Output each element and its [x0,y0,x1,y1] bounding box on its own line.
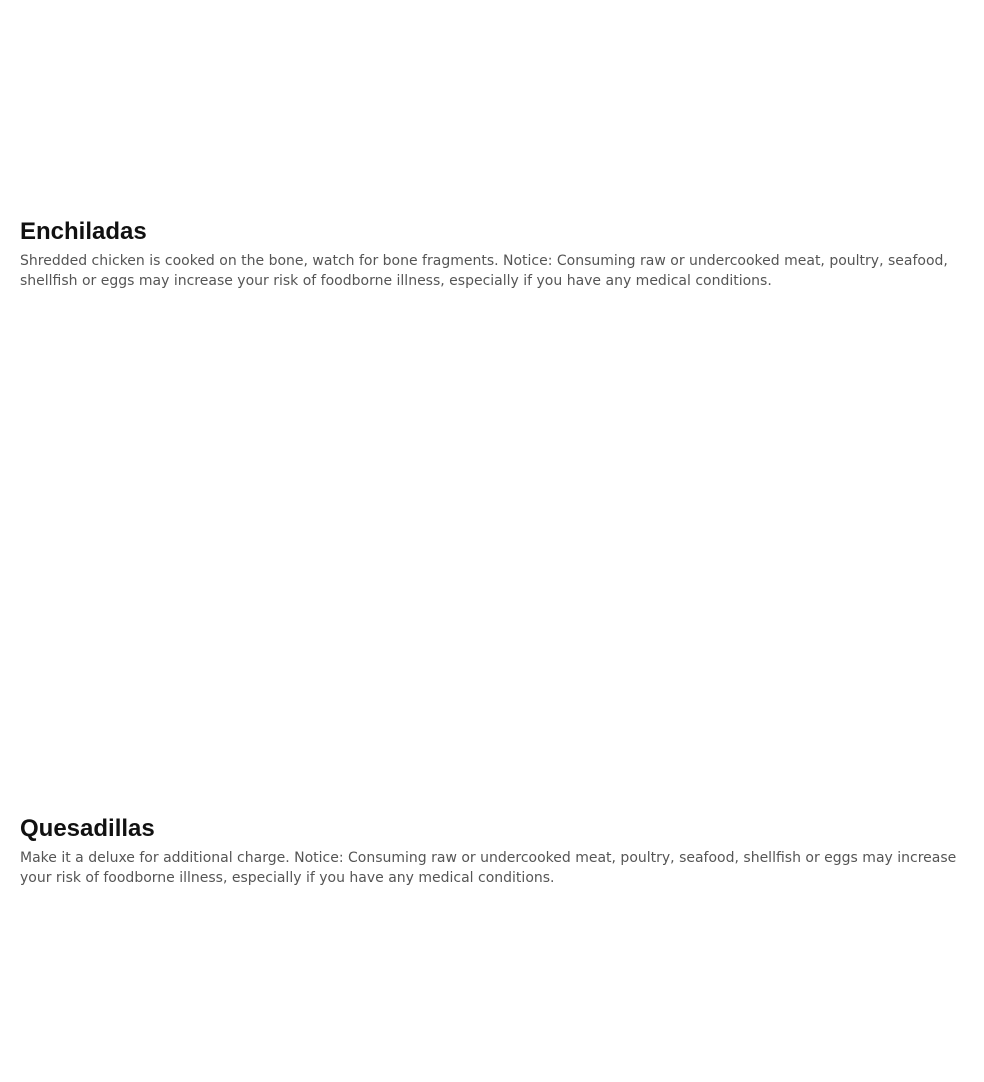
menu-item-description: Make it a deluxe for additional charge. Notice: Consuming raw or undercooked meat, poultry, seafood, shellfish or eggs may increase your risk of foodborne illness, especially if you have any medical conditions. [20,850,957,886]
menu-item-quesadillas [20,813,964,888]
menu-item-description: Shredded chicken is cooked on the bone, watch for bone fragments. Notice: Consuming raw or undercooked meat, poultry, seafood, shellfish or eggs may increase your risk of foodborne illness, especially if you have any medical conditions. [20,253,948,289]
menu-item-title: Quesadillas [20,815,155,842]
menu-item-enchiladas [20,216,964,291]
menu-item-title: Enchiladas [20,218,147,245]
